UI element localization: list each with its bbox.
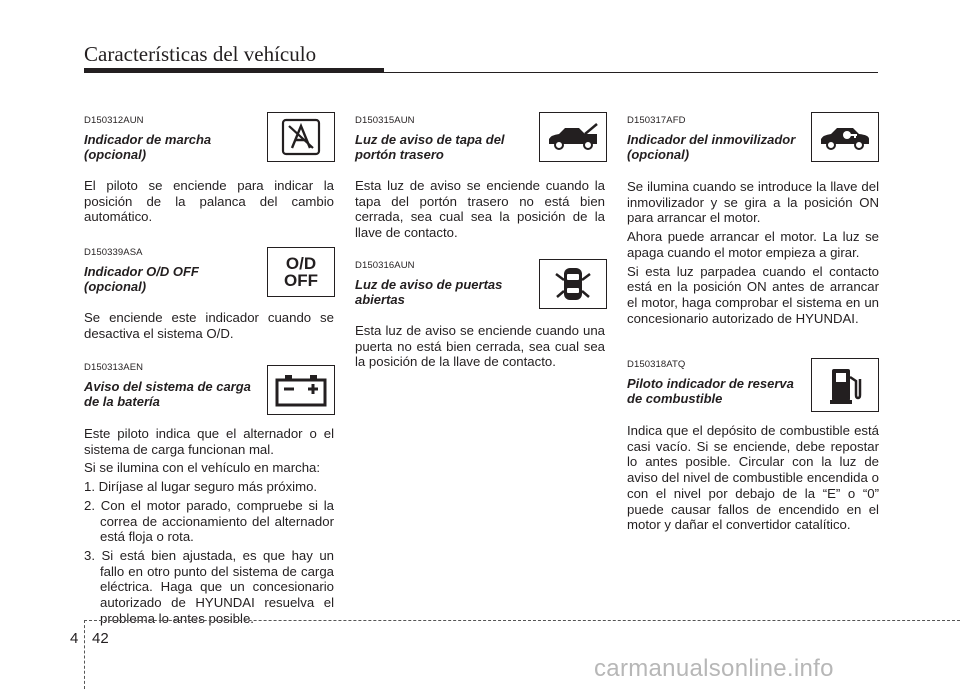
section-title: Indicador O/D OFF (opcional)	[84, 264, 199, 294]
section-code: D150339ASA	[84, 247, 143, 258]
battery-icon	[267, 365, 335, 415]
paragraph: Se ilumina cuando se introduce la llave del inmovilizador y se gira a la posición ON para arrancar el motor.	[627, 179, 879, 226]
tailgate-open-icon	[539, 112, 607, 162]
section-code: D150313AEN	[84, 362, 144, 373]
watermark: carmanualsonline.info	[594, 655, 834, 682]
paragraph: Se enciende este indicador cuando se desactiva el sistema O/D.	[84, 310, 334, 341]
chapter-number: 4	[70, 630, 79, 647]
gear-indicator-icon	[267, 112, 335, 162]
section-code: D150316AUN	[355, 260, 415, 271]
section-title: Piloto indicador de reserva de combustible	[627, 376, 794, 406]
list-item: 2. Con el motor parado, compruebe si la correa de accionamiento del alternador está floja o rota.	[84, 497, 334, 545]
od-off-icon-line1: O/D	[285, 254, 317, 273]
od-off-icon	[267, 247, 335, 297]
list-item: 3. Si está bien ajustada, es que hay un fallo en otro punto del sistema de carga eléctrica. Haga que un concesionario autorizado de HYUNDAI resuelva el problema lo antes posible.	[84, 547, 334, 626]
footer-rule	[84, 620, 960, 621]
paragraph: Si esta luz parpadea cuando el contacto está en la posición ON antes de arrancar el motor, haga comprobar el sistema en un concesionario autorizado de HYUNDAI.	[627, 263, 879, 326]
header-rule-thin	[300, 72, 878, 73]
section-code: D150315AUN	[355, 115, 415, 126]
paragraph: Indica que el depósito de combustible está casi vacío. Si se enciende, debe repostar lo antes posible. Circular con la luz de aviso del nivel de combustible encendida o con el nivel por debajo de la “E” o “0” puede causar fallos de encendido en el motor y dañar el convertidor catalítico.	[627, 423, 879, 533]
section-code: D150318ATQ	[627, 359, 686, 370]
section-code: D150317AFD	[627, 115, 686, 126]
paragraph: Ahora puede arrancar el motor. La luz se apaga cuando el motor empieza a girar.	[627, 229, 879, 260]
od-off-icon-line2: OFF	[284, 271, 318, 290]
paragraph: Este piloto indica que el alternador o el sistema de carga funcionan mal.	[84, 426, 334, 457]
section-title: Aviso del sistema de carga de la batería	[84, 379, 251, 409]
paragraph: El piloto se enciende para indicar la posición de la palanca del cambio automático.	[84, 178, 334, 225]
door-open-icon	[539, 259, 607, 309]
immobilizer-icon	[811, 112, 879, 162]
page-number: 42	[92, 630, 109, 647]
section-title: Indicador del inmovilizador (opcional)	[627, 132, 796, 162]
section-code: D150312AUN	[84, 115, 144, 126]
section-title: Indicador de marcha (opcional)	[84, 132, 212, 162]
section-title: Luz de aviso de tapa del portón trasero	[355, 132, 505, 162]
list-item: 1. Diríjase al lugar seguro más próximo.	[84, 479, 318, 495]
page-header-title: Características del vehículo	[84, 42, 317, 66]
fuel-pump-icon	[811, 358, 879, 412]
section-title: Luz de aviso de puertas abiertas	[355, 277, 503, 307]
paragraph: Esta luz de aviso se enciende cuando la tapa del portón trasero no está bien cerrada, sea cual sea la posición de la llave de contacto.	[355, 178, 605, 241]
paragraph: Esta luz de aviso se enciende cuando una puerta no está bien cerrada, sea cual sea la posición de la llave de contacto.	[355, 323, 605, 370]
footer-divider	[84, 620, 85, 689]
paragraph: Si se ilumina con el vehículo en marcha:	[84, 460, 321, 476]
